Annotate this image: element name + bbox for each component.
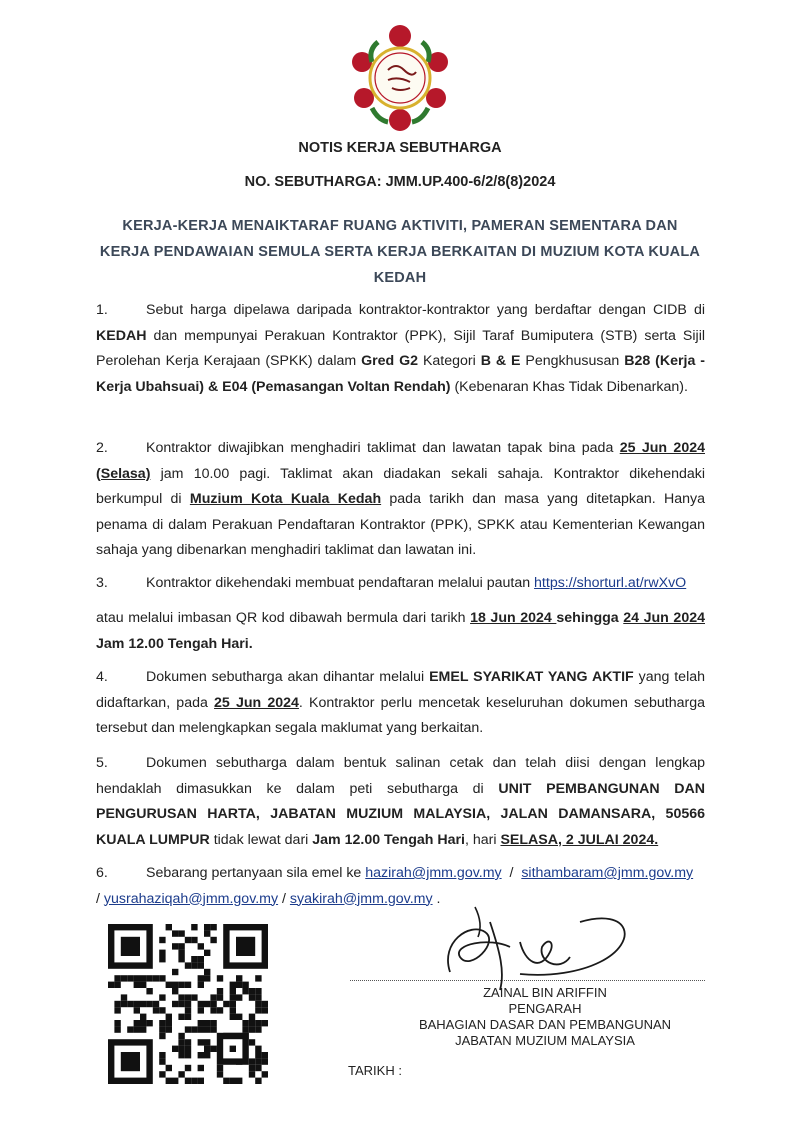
- paragraph-text: (Kebenaran Khas Tidak Dibenarkan).: [450, 378, 688, 395]
- signatory-name: ZAINAL BIN ARIFFIN: [483, 985, 607, 1000]
- delivery-date: 25 Jun 2024: [214, 694, 299, 711]
- paragraph-number: 1.: [96, 302, 108, 318]
- signatory-division: BAHAGIAN DASAR DAN PEMBANGUNAN: [418, 1017, 672, 1032]
- project-title-line: KEDAH: [373, 270, 427, 286]
- submission-date: SELASA, 2 JULAI 2024.: [500, 831, 659, 848]
- project-title-line: KERJA PENDAWAIAN SEMULA SERTA KERJA BERKAITAN DI MUZIUM KOTA KUALA: [99, 244, 701, 260]
- category: B & E: [480, 353, 521, 369]
- jmm-logo: [348, 22, 452, 134]
- email-link[interactable]: yusrahaziqah@jmm.gov.my: [103, 890, 279, 907]
- paragraph-text: jam 10.00 pagi. Taklimat akan diadakan sekali sahaja. Kontraktor dikehendaki berkumpul di: [96, 465, 705, 507]
- signature-line: [350, 980, 705, 981]
- delivery-method: EMEL SYARIKAT YANG AKTIF: [429, 669, 634, 685]
- separator: /: [278, 890, 290, 907]
- state-name: KEDAH: [96, 327, 147, 344]
- submission-time: Jam 12.00 Tengah Hari: [312, 831, 465, 848]
- grade: Gred G2: [361, 353, 419, 369]
- registration-link[interactable]: https://shorturl.at/rwXvO: [534, 575, 687, 591]
- paragraph-text: Dokumen sebutharga dalam bentuk salinan cetak dan telah diisi dengan lengkap hendaklah dimasukkan ke dalam peti sebutharga di: [96, 755, 705, 797]
- project-title-line: KERJA-KERJA MENAIKTARAF RUANG AKTIVITI, PAMERAN SEMENTARA DAN: [122, 218, 678, 234]
- paragraph-3-continued: [96, 606, 705, 657]
- briefing-venue: Muzium Kota Kuala Kedah: [189, 491, 382, 507]
- paragraph-text: Dokumen sebutharga akan dihantar melalui: [146, 669, 430, 685]
- paragraph-number: 6.: [96, 865, 108, 881]
- briefing-date: 25 Jun 2024 (Selasa): [96, 440, 705, 482]
- separator: .: [432, 890, 441, 907]
- paragraph-text: Sebarang pertanyaan sila emel ke: [146, 865, 366, 881]
- paragraph-1: [96, 298, 705, 400]
- paragraph-4: [96, 665, 705, 742]
- paragraph-text: , hari: [464, 831, 501, 848]
- qr-code[interactable]: [108, 924, 268, 1084]
- paragraph-number: 5.: [96, 755, 108, 771]
- paragraph-text: pada tarikh dan masa yang ditetapkan. Hanya penama di dalam Perakuan Pendaftaran Kontraktor (PPK), SPKK atau Kementerian Kewangan sahaja yang dibenarkan menghadiri taklimat dan lawatan ini.: [96, 491, 705, 558]
- email-link[interactable]: syakirah@jmm.gov.my: [289, 890, 433, 907]
- registration-start-date: 18 Jun 2024: [470, 610, 557, 626]
- registration-deadline-time: Jam 12.00 Tengah Hari.: [96, 635, 253, 652]
- paragraph-text: Pengkhususan: [520, 353, 625, 369]
- paragraph-text: . Kontraktor perlu mencetak keseluruhan dokumen sebutharga tersebut dan melengkapkan segala maklumat yang berkaitan.: [96, 694, 705, 736]
- paragraph-5: [96, 751, 705, 853]
- paragraph-number: 2.: [96, 440, 108, 456]
- email-link[interactable]: hazirah@jmm.gov.my: [365, 865, 502, 881]
- paragraph-2: [96, 436, 705, 564]
- email-link[interactable]: sithambaram@jmm.gov.my: [521, 865, 694, 881]
- paragraph-number: 3.: [96, 575, 108, 591]
- paragraph-text: yang telah didaftarkan, pada: [96, 669, 706, 711]
- paragraph-text: Kontraktor diwajibkan menghadiri taklimat dan lawatan tapak bina pada: [146, 440, 620, 456]
- paragraph-number: 4.: [96, 669, 108, 685]
- paragraph-text: sehingga: [556, 610, 624, 626]
- handwritten-signature: [430, 902, 650, 997]
- paragraph-text: Kontraktor dikehendaki membuat pendaftaran melalui pautan: [146, 575, 535, 591]
- registration-end-date: 24 Jun 2024: [623, 610, 705, 626]
- paragraph-text: Kategori: [418, 353, 481, 369]
- date-label: TARIKH :: [348, 1063, 402, 1078]
- paragraph-text: dan mempunyai Perakuan Kontraktor (PPK), Sijil Taraf Bumiputera (STB) serta Sijil Perolehan Kerja Kerajaan (SPKK) dalam: [96, 327, 705, 369]
- specialization: B28 (Kerja - Kerja Ubahsuai) & E04 (Pemasangan Voltan Rendah): [96, 353, 705, 395]
- paragraph-3: [96, 571, 705, 597]
- signatory-position: PENGARAH: [508, 1001, 582, 1016]
- signatory-department: JABATAN MUZIUM MALAYSIA: [455, 1033, 635, 1048]
- separator: /: [96, 890, 104, 907]
- project-title: [0, 213, 800, 291]
- separator: /: [501, 865, 522, 881]
- submission-address: UNIT PEMBANGUNAN DAN PENGURUSAN HARTA, JABATAN MUZIUM MALAYSIA, JALAN DAMANSARA, 50566 KUALA LUMPUR: [96, 780, 705, 848]
- notice-title: NOTIS KERJA SEBUTHARGA: [298, 140, 502, 156]
- paragraph-text: tidak lewat dari: [209, 831, 313, 848]
- quotation-reference: NO. SEBUTHARGA: JMM.UP.400-6/2/8(8)2024: [244, 174, 556, 190]
- paragraph-text: Sebut harga dipelawa daripada kontraktor-kontraktor yang berdaftar dengan CIDB di: [146, 302, 705, 318]
- paragraph-text: atau melalui imbasan QR kod dibawah bermula dari tarikh: [96, 610, 471, 626]
